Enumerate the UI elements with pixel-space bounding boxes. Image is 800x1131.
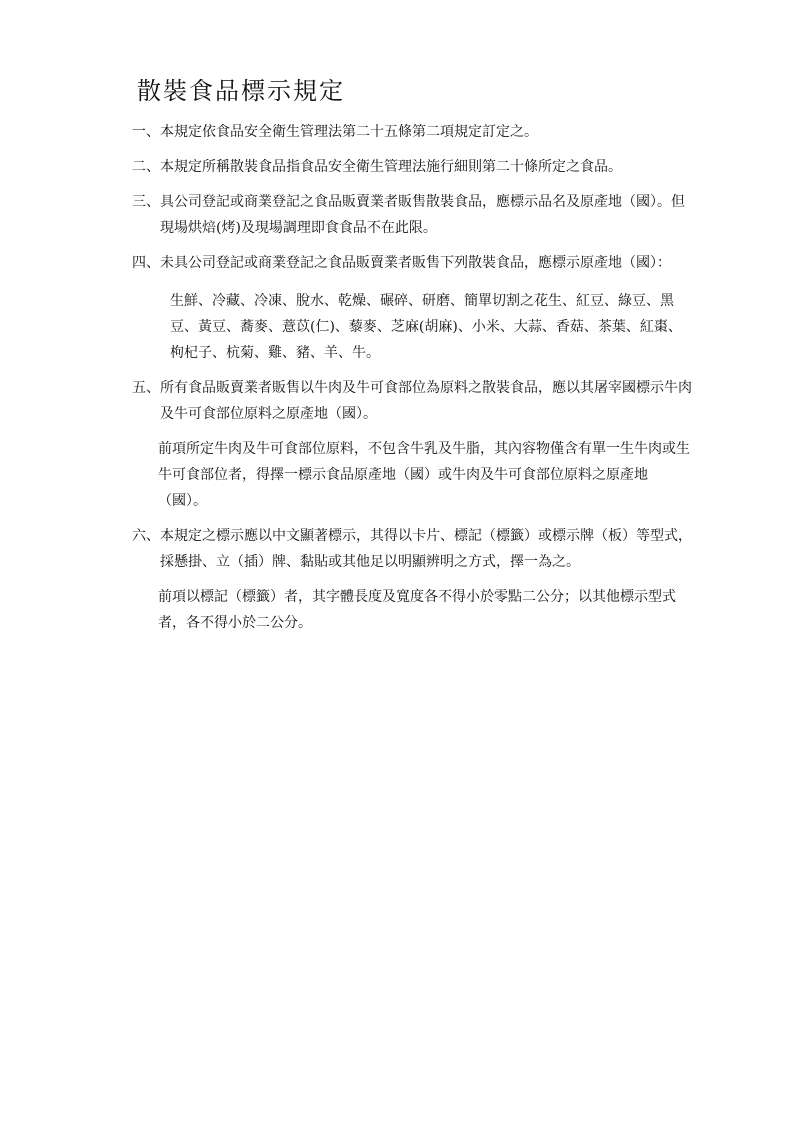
clause-6 [132,523,692,575]
clause-1 [132,119,692,145]
clause-number: 一、 [132,124,160,140]
clause-number: 三、 [132,194,160,210]
document-title: 散裝食品標示規定 [137,77,345,105]
clause-text: 未具公司登記或商業登記之食品販賣業者販售下列散裝食品，應標示原產地（國）： [160,255,671,271]
clause-2 [132,154,692,180]
clause-3 [132,189,692,241]
clause-text: 本規定之標示應以中文顯著標示，其得以卡片、標記（標籤）或標示牌（板）等型式，採懸掛、立（插）牌、黏貼或其他足以明顯辨明之方式，擇一為之。 [160,528,692,570]
clause-text: 本規定所稱散裝食品指食品安全衛生管理法施行細則第二十條所定之食品。 [160,159,622,175]
clause-5 [132,375,692,427]
clause-4 [132,250,692,276]
clause-5-paragraph-2: 前項所定牛肉及牛可食部位原料，不包含牛乳及牛脂，其內容物僅含有單一生牛肉或生牛可食部位者，得擇一標示食品原產地（國）或牛肉及牛可食部位原料之原產地（國）。 [158,441,690,509]
clause-text: 所有食品販賣業者販售以牛肉及牛可食部位為原料之散裝食品，應以其屠宰國標示牛肉及牛可食部位原料之原產地（國）。 [160,380,692,422]
clause-number: 四、 [132,255,160,271]
clause-6-paragraph-2: 前項以標記（標籤）者，其字體長度及寬度各不得小於零點二公分；以其他標示型式者，各不得小於二公分。 [158,589,676,631]
clause-text: 本規定依食品安全衛生管理法第二十五條第二項規定訂定之。 [160,124,538,140]
document-body [132,119,692,645]
clause-number: 六、 [132,528,160,544]
clause-number: 二、 [132,159,160,175]
clause-number: 五、 [132,380,160,396]
clause-4-food-list: 生鮮、冷藏、冷凍、脫水、乾燥、碾碎、研磨、簡單切割之花生、紅豆、綠豆、黑豆、黃豆、蕎麥、薏苡(仁)、藜麥、芝麻(胡麻)、小米、大蒜、香菇、茶葉、紅棗、枸杞子、杭菊、雞、豬、羊、牛。 [170,293,682,361]
clause-text: 具公司登記或商業登記之食品販賣業者販售散裝食品，應標示品名及原產地（國）。但現場烘焙(烤)及現場調理即食食品不在此限。 [160,194,685,236]
